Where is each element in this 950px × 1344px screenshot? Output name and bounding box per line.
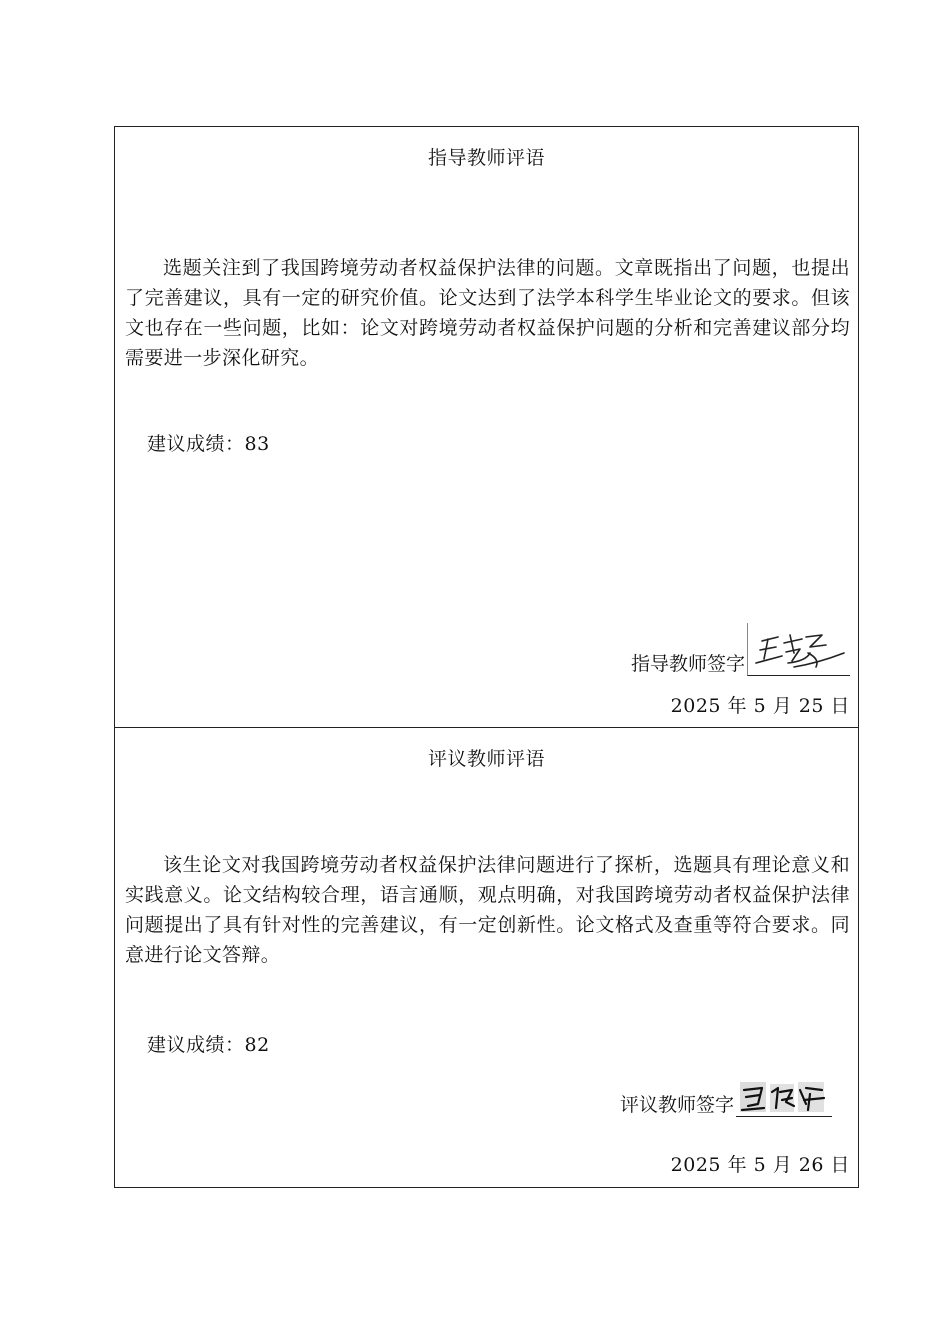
advisor-section-title: 指导教师评语 [427,147,545,169]
advisor-comment: 选题关注到了我国跨境劳动者权益保护法律的问题。文章既指出了问题，也提出了完善建议，具有一定的研究价值。论文达到了法学本科学生毕业论文的要求。但该文也存在一些问题，比如：论文对跨境劳动者权益保护问题的分析和完善建议部分均需要进一步深化研究。 [125,257,850,369]
reviewer-section [115,727,858,1187]
advisor-signature-row [631,623,850,676]
reviewer-section-title: 评议教师评语 [427,748,545,770]
reviewer-grade: 建议成绩：82 [147,1034,270,1056]
reviewer-signature-row [620,1080,832,1117]
advisor-signature-image [747,623,850,676]
evaluation-form [114,126,859,1188]
advisor-section [115,127,858,727]
reviewer-date: 2025 年 5 月 26 日 [670,1154,850,1176]
advisor-grade: 建议成绩：83 [147,433,270,455]
reviewer-signature-image [736,1080,832,1117]
reviewer-comment: 该生论文对我国跨境劳动者权益保护法律问题进行了探析，选题具有理论意义和实践意义。论文结构较合理，语言通顺，观点明确，对我国跨境劳动者权益保护法律问题提出了具有针对性的完善建议，有一定创新性。论文格式及查重等符合要求。同意进行论文答辩。 [125,854,850,966]
advisor-date: 2025 年 5 月 25 日 [670,695,850,717]
reviewer-signature-label: 评议教师签字 [619,1094,734,1116]
handwritten-signature-icon [748,623,850,675]
handwritten-signature-icon [736,1080,832,1116]
advisor-signature-label: 指导教师签字 [630,653,745,675]
